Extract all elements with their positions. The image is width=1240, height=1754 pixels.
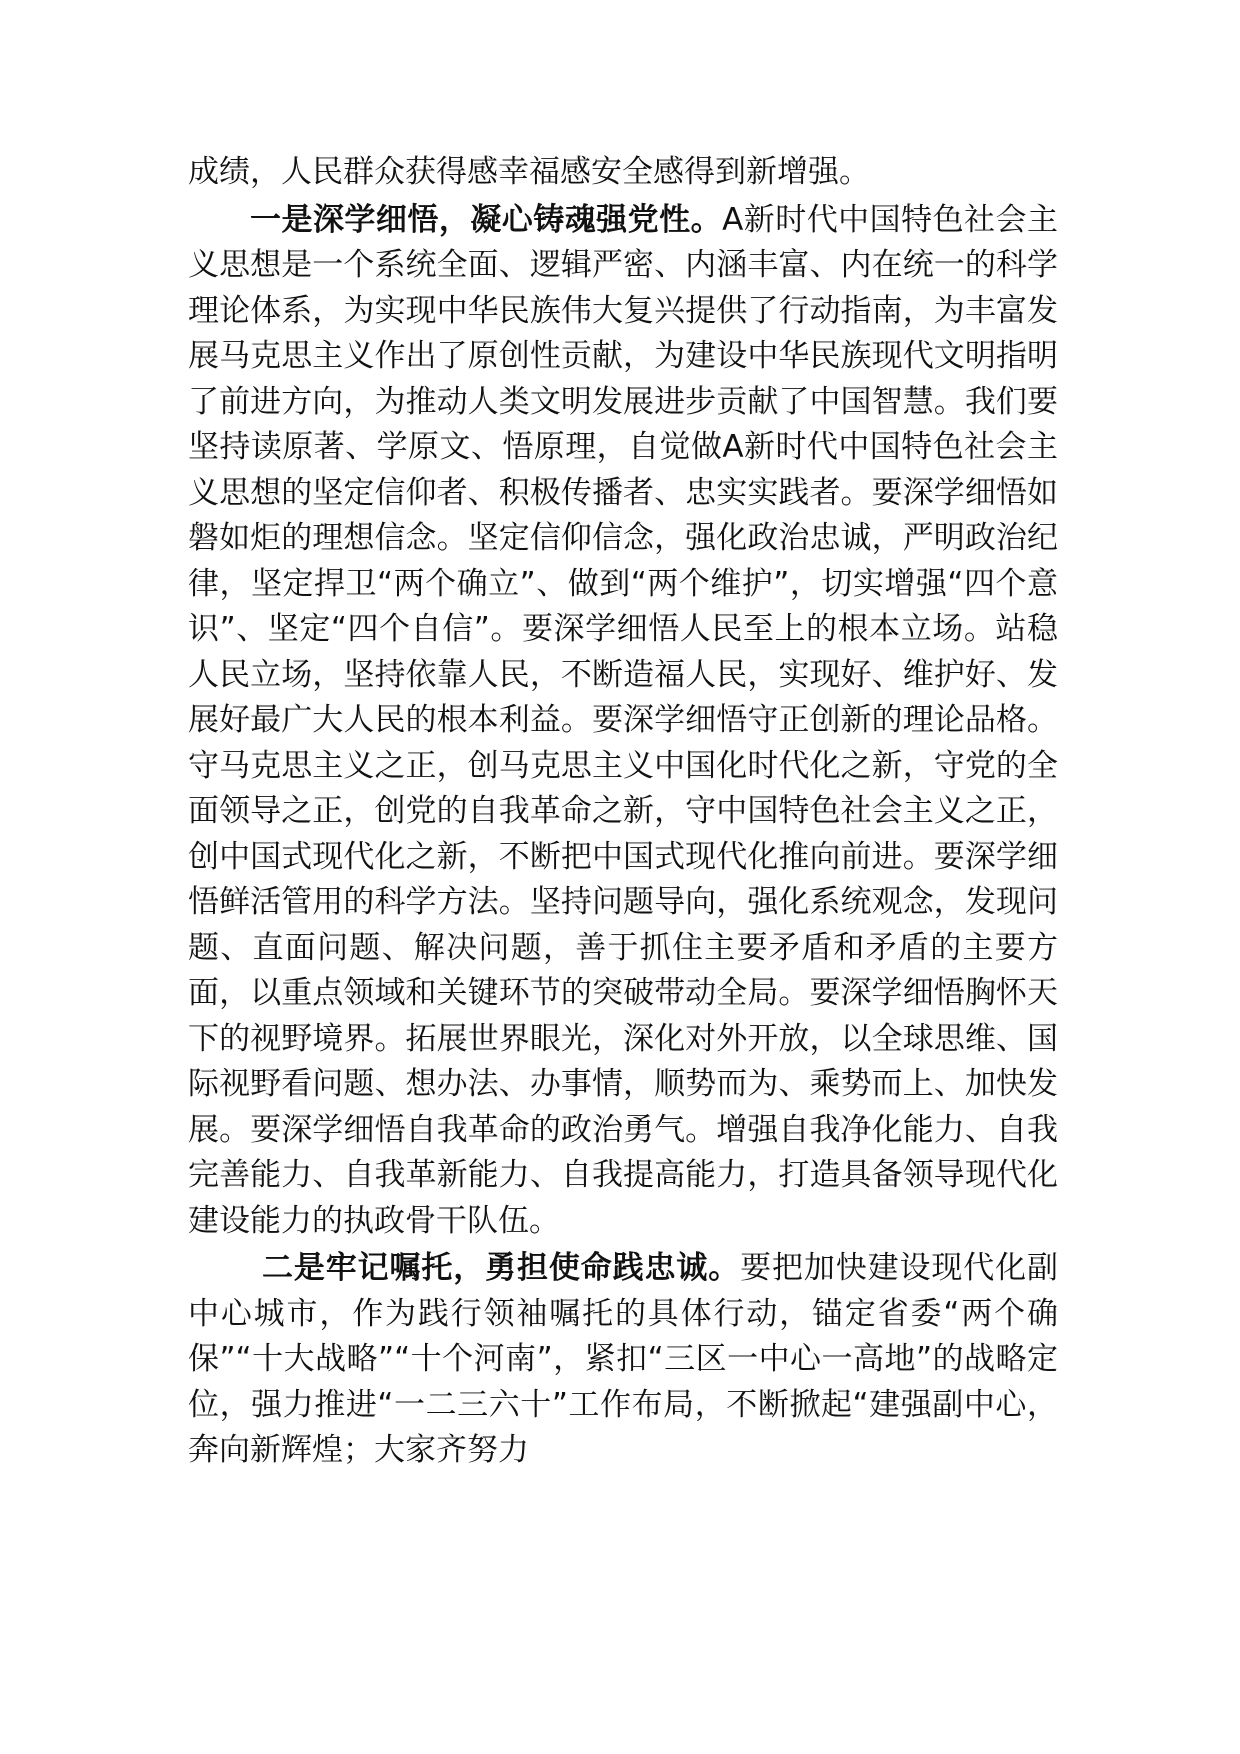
document-page — [188, 150, 1058, 1474]
paragraph-continuation — [188, 150, 1058, 196]
paragraph-body: 成绩，人民群众获得感幸福感安全感得到新增强。 — [188, 154, 870, 190]
paragraph-body: 要把加快建设现代化副中心城市，作为践行领袖嘱托的具体行动，锚定省委“两个确保”“十大战略”“十个河南”，紧扣“三区一中心一高地”的战略定位，强力推进“一二三六十”工作布局，不断掀起“建强副中心，奔向新辉煌；大家齐努力 — [188, 1250, 1058, 1468]
paragraph-point-two — [188, 1246, 1058, 1474]
paragraph-point-one — [188, 198, 1058, 1245]
paragraph-lead-heading: 一是深学细悟，凝心铸魂强党性。 — [250, 201, 723, 238]
paragraph-lead-heading: 二是牢记嘱托，勇担使命践忠诚。 — [262, 1250, 741, 1286]
paragraph-body: A新时代中国特色社会主义思想是一个系统全面、逻辑严密、内涵丰富、内在统一的科学理论体系，为实现中华民族伟大复兴提供了行动指南，为丰富发展马克思主义作出了原创性贡献，为建设中华民族现代文明指明了前进方向，为推动人类文明发展进步贡献了中国智慧。我们要坚持读原著、学原文、悟原理，自觉做A新时代中国特色社会主义思想的坚定信仰者、积极传播者、忠实实践者。要深学细悟如磐如炬的理想信念。坚定信仰信念，强化政治忠诚，严明政治纪律，坚定捍卫“两个确立”、做到“两个维护”，切实增强“四个意识”、坚定“四个自信”。要深学细悟人民至上的根本立场。站稳人民立场，坚持依靠人民，不断造福人民，实现好、维护好、发展好最广大人民的根本利益。要深学细悟守正创新的理论品格。守马克思主义之正，创马克思主义中国化时代化之新，守党的全面领导之正，创党的自我革命之新，守中国特色社会主义之正，创中国式现代化之新，不断把中国式现代化推向前进。要深学细悟鲜活管用的科学方法。坚持问题导向，强化系统观念，发现问题、直面问题、解决问题，善于抓住主要矛盾和矛盾的主要方面，以重点领域和关键环节的突破带动全局。要深学细悟胸怀天下的视野境界。拓展世界眼光，深化对外开放，以全球思维、国际视野看问题、想办法、办事情，顺势而为、乘势而上、加快发展。要深学细悟自我革命的政治勇气。增强自我净化能力、自我完善能力、自我革新能力、自我提高能力，打造具备领导现代化建设能力的执政骨干队伍。 — [188, 201, 1058, 1239]
